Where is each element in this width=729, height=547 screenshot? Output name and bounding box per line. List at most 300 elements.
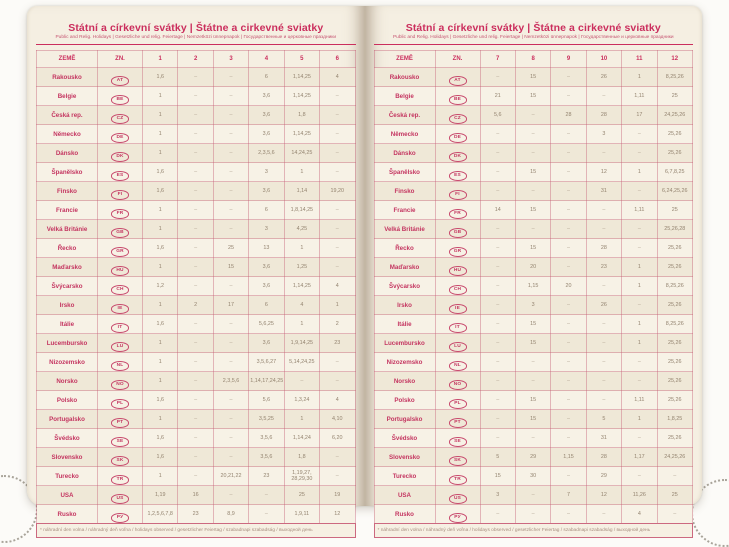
holiday-days-cell: 21 (480, 87, 515, 106)
country-code-cell (435, 182, 480, 201)
holiday-days-cell: 1 (143, 125, 178, 144)
holiday-days-cell: – (480, 410, 515, 429)
holiday-days-cell: – (480, 258, 515, 277)
country-row (374, 182, 693, 201)
country-code-cell (98, 429, 143, 448)
country-row (374, 429, 693, 448)
holiday-days-cell: 1,19 (143, 486, 178, 505)
holiday-days-cell: – (178, 372, 213, 391)
country-code-badge: TR (449, 475, 467, 485)
country-code-cell (98, 182, 143, 201)
holiday-days-cell: 15 (515, 201, 550, 220)
country-row (374, 448, 693, 467)
holiday-days-cell: – (586, 144, 621, 163)
holiday-days-cell: – (320, 87, 355, 106)
country-row (374, 334, 693, 353)
holiday-days-cell: – (480, 277, 515, 296)
country-code-cell (98, 296, 143, 315)
holiday-days-cell: – (178, 258, 213, 277)
holiday-days-cell: 1,9,14,25 (284, 334, 319, 353)
country-name: Česká rep. (374, 106, 435, 125)
country-name: Velká Británie (37, 220, 98, 239)
holiday-days-cell: 1,6 (143, 448, 178, 467)
holiday-days-cell: – (213, 144, 248, 163)
holiday-days-cell: 1 (143, 220, 178, 239)
holiday-days-cell: 4 (622, 505, 657, 524)
holiday-days-cell: 1,15 (551, 448, 586, 467)
holiday-days-cell: – (178, 201, 213, 220)
open-diary-spread (27, 6, 702, 533)
holiday-days-cell: 4 (284, 296, 319, 315)
page-subtitle: Public and Relig. Holidays | Gesetzliche und relig. Feiertage | Nemzetközi ünnepnapok | Государственные и церковные праздники (36, 35, 356, 45)
country-row (374, 106, 693, 125)
holiday-days-cell: – (213, 125, 248, 144)
country-code-badge: IE (449, 304, 467, 314)
country-row (374, 277, 693, 296)
holiday-days-cell: 15 (515, 334, 550, 353)
country-code-cell (98, 163, 143, 182)
holiday-days-cell: 6 (249, 201, 284, 220)
holiday-days-cell: 26 (586, 296, 621, 315)
country-row (374, 163, 693, 182)
holiday-days-cell: – (622, 239, 657, 258)
holiday-days-cell: 1,15 (515, 277, 550, 296)
holiday-days-cell: – (480, 391, 515, 410)
holiday-days-cell: – (551, 429, 586, 448)
country-name: Řecko (374, 239, 435, 258)
holiday-days-cell: 5,6,25 (249, 315, 284, 334)
country-row (374, 239, 693, 258)
holiday-days-cell: 3,6 (249, 87, 284, 106)
country-code-badge: US (111, 494, 129, 504)
holiday-days-cell: 1,9,11 (284, 505, 319, 524)
holiday-days-cell: 5 (586, 410, 621, 429)
country-code-badge: GB (111, 228, 129, 238)
country-code-badge: SK (449, 456, 467, 466)
holiday-days-cell: 2 (320, 315, 355, 334)
holiday-days-cell: 1 (143, 106, 178, 125)
holiday-days-cell: 1,6 (143, 68, 178, 87)
holiday-days-cell: 25,26 (657, 372, 692, 391)
col-header-month: 10 (586, 51, 621, 68)
page-right-months-7-12 (365, 6, 703, 533)
holiday-days-cell: – (178, 467, 213, 486)
country-row (37, 372, 356, 391)
holiday-days-cell: 6 (249, 296, 284, 315)
holiday-days-cell: – (480, 125, 515, 144)
country-code-badge: DK (111, 152, 129, 162)
country-row (37, 315, 356, 334)
country-code-badge: HU (449, 266, 467, 276)
holiday-days-cell: – (480, 315, 515, 334)
country-name: Lucembursko (37, 334, 98, 353)
holiday-days-cell: – (551, 410, 586, 429)
country-code-cell (435, 125, 480, 144)
holiday-days-cell: 20 (551, 277, 586, 296)
country-name: Irsko (374, 296, 435, 315)
holiday-days-cell: – (515, 372, 550, 391)
holiday-days-cell: – (320, 353, 355, 372)
holiday-days-cell: 1 (143, 467, 178, 486)
country-code-cell (435, 467, 480, 486)
holiday-days-cell: 25,26 (657, 144, 692, 163)
country-code-badge: GR (449, 247, 467, 257)
holiday-days-cell: 3,5,6 (249, 448, 284, 467)
country-code-cell (435, 258, 480, 277)
country-name: Velká Británie (374, 220, 435, 239)
holiday-days-cell: – (480, 429, 515, 448)
country-row (37, 220, 356, 239)
country-row (37, 106, 356, 125)
col-header-month: 7 (480, 51, 515, 68)
country-name: Švýcarsko (374, 277, 435, 296)
holiday-days-cell: – (586, 201, 621, 220)
country-name: Španělsko (374, 163, 435, 182)
holiday-days-cell: – (586, 505, 621, 524)
country-name: Finsko (374, 182, 435, 201)
holiday-days-cell: – (586, 353, 621, 372)
country-code-cell (98, 258, 143, 277)
country-code-badge: SE (449, 437, 467, 447)
holiday-days-cell: 12 (586, 163, 621, 182)
country-row (37, 239, 356, 258)
country-code-badge: LU (449, 342, 467, 352)
holiday-days-cell: 1,14,25 (284, 277, 319, 296)
holiday-days-cell: – (551, 353, 586, 372)
holiday-days-cell: – (249, 505, 284, 524)
holiday-days-cell: 8,9 (213, 505, 248, 524)
country-row (374, 410, 693, 429)
country-code-badge: DE (449, 133, 467, 143)
holiday-days-cell: 25 (657, 201, 692, 220)
holiday-days-cell: 5,14,24,25 (284, 353, 319, 372)
holiday-days-cell: – (480, 220, 515, 239)
holiday-days-cell: – (480, 505, 515, 524)
holiday-days-cell: 19,20 (320, 182, 355, 201)
holiday-days-cell: 23 (178, 505, 213, 524)
country-row (374, 258, 693, 277)
holiday-days-cell: 4,10 (320, 410, 355, 429)
country-code-cell (435, 296, 480, 315)
country-name: Portugalsko (37, 410, 98, 429)
country-code-badge: CZ (449, 114, 467, 124)
holiday-days-cell: – (551, 201, 586, 220)
holiday-days-cell: 25,26 (657, 258, 692, 277)
holiday-days-cell: – (515, 353, 550, 372)
footnote-right: * náhradní den volna / náhradný deň voľna / holidays observed / gesetzlicher Feiertag / szabadnapi szabadság / выходной день (374, 523, 694, 538)
country-row (37, 353, 356, 372)
country-name: Finsko (37, 182, 98, 201)
holiday-days-cell: 3 (586, 125, 621, 144)
country-code-badge: FR (449, 209, 467, 219)
country-row (37, 410, 356, 429)
holiday-days-cell: 28 (586, 448, 621, 467)
holiday-days-cell: 25 (657, 87, 692, 106)
holiday-days-cell: – (551, 467, 586, 486)
holiday-days-cell: – (178, 87, 213, 106)
holiday-table-right (374, 50, 694, 524)
holiday-days-cell: 1,14,25 (284, 87, 319, 106)
holiday-days-cell: 6,7,8,25 (657, 163, 692, 182)
page-subtitle: Public and Relig. Holidays | Gesetzliche und relig. Feiertage | Nemzetközi ünnepnapok | Государственные и церковные праздники (374, 35, 694, 45)
holiday-days-cell: – (622, 144, 657, 163)
country-row (374, 486, 693, 505)
country-name: Turecko (37, 467, 98, 486)
holiday-days-cell: – (320, 467, 355, 486)
holiday-days-cell: 1 (622, 334, 657, 353)
country-row (37, 467, 356, 486)
holiday-days-cell: 1,6 (143, 163, 178, 182)
holiday-days-cell: 17 (213, 296, 248, 315)
col-header-country: ZEMĚ (37, 51, 98, 68)
country-code-cell (98, 220, 143, 239)
country-row (37, 277, 356, 296)
holiday-days-cell: 1,6 (143, 391, 178, 410)
country-name: Norsko (37, 372, 98, 391)
holiday-days-cell: 23 (249, 467, 284, 486)
holiday-days-cell: – (586, 315, 621, 334)
country-code-badge: РУ (111, 513, 129, 523)
holiday-days-cell: – (586, 277, 621, 296)
country-code-badge: FI (111, 190, 129, 200)
holiday-days-cell: – (515, 182, 550, 201)
holiday-days-cell: 1 (284, 315, 319, 334)
holiday-days-cell: 3 (249, 220, 284, 239)
country-code-badge: NL (111, 361, 129, 371)
holiday-days-cell: – (551, 125, 586, 144)
holiday-days-cell: 1 (143, 353, 178, 372)
holiday-days-cell: – (178, 106, 213, 125)
holiday-days-cell: 1,2,5,6,7,8 (143, 505, 178, 524)
country-code-badge: CH (111, 285, 129, 295)
country-code-badge: CZ (111, 114, 129, 124)
country-code-badge: IT (449, 323, 467, 333)
holiday-days-cell: 31 (586, 182, 621, 201)
holiday-days-cell: – (213, 68, 248, 87)
country-row (374, 391, 693, 410)
holiday-days-cell: 1,11 (622, 87, 657, 106)
country-name: Česká rep. (37, 106, 98, 125)
holiday-days-cell: – (213, 448, 248, 467)
holiday-days-cell: – (213, 182, 248, 201)
country-name: Maďarsko (374, 258, 435, 277)
holiday-days-cell: – (551, 505, 586, 524)
country-code-cell (435, 68, 480, 87)
country-code-badge: DK (449, 152, 467, 162)
holiday-days-cell: – (551, 296, 586, 315)
holiday-days-cell: – (178, 125, 213, 144)
holiday-days-cell: – (178, 220, 213, 239)
holiday-days-cell: – (213, 391, 248, 410)
country-code-badge: BE (111, 95, 129, 105)
holiday-days-cell: 1 (284, 239, 319, 258)
col-header-country: ZEMĚ (374, 51, 435, 68)
country-code-cell (435, 391, 480, 410)
holiday-days-cell: 16 (178, 486, 213, 505)
holiday-days-cell: 1,14,25 (284, 68, 319, 87)
country-code-cell (98, 391, 143, 410)
country-code-cell (435, 201, 480, 220)
holiday-days-cell: 1 (622, 410, 657, 429)
country-code-cell (98, 505, 143, 524)
holiday-days-cell: 15 (515, 68, 550, 87)
holiday-days-cell: 25,26 (657, 239, 692, 258)
holiday-days-cell: 8,25,26 (657, 277, 692, 296)
holiday-days-cell: 15 (213, 258, 248, 277)
country-row (37, 448, 356, 467)
holiday-days-cell: 1 (622, 163, 657, 182)
country-row (374, 201, 693, 220)
country-name: Turecko (374, 467, 435, 486)
holiday-days-cell: – (320, 144, 355, 163)
holiday-days-cell: 3,6 (249, 125, 284, 144)
country-code-cell (435, 106, 480, 125)
holiday-days-cell: 29 (515, 448, 550, 467)
holiday-days-cell: 3 (249, 163, 284, 182)
country-name: Nizozemsko (37, 353, 98, 372)
holiday-days-cell: 3,6 (249, 106, 284, 125)
holiday-days-cell: 3,6 (249, 182, 284, 201)
holiday-days-cell: 25 (213, 239, 248, 258)
col-header-month: 9 (551, 51, 586, 68)
holiday-days-cell: 3 (515, 296, 550, 315)
country-code-cell (98, 277, 143, 296)
country-name: Španělsko (37, 163, 98, 182)
country-name: Rusko (37, 505, 98, 524)
holiday-days-cell: 24,25,26 (657, 106, 692, 125)
country-code-cell (98, 87, 143, 106)
holiday-days-cell: 28 (586, 106, 621, 125)
country-code-cell (435, 505, 480, 524)
holiday-days-cell: 3,6 (249, 334, 284, 353)
page-title: Státní a církevní svátky | Štátne a cirkevné sviatky (405, 22, 661, 34)
country-name: Belgie (374, 87, 435, 106)
holiday-days-cell: – (213, 486, 248, 505)
holiday-days-cell: 25 (284, 486, 319, 505)
holiday-days-cell: 15 (480, 467, 515, 486)
col-header-code: ZN. (98, 51, 143, 68)
country-row (37, 125, 356, 144)
holiday-days-cell: 1,2 (143, 277, 178, 296)
holiday-days-cell: – (551, 258, 586, 277)
holiday-days-cell: – (515, 486, 550, 505)
holiday-days-cell: – (586, 372, 621, 391)
country-row (37, 334, 356, 353)
country-row (374, 372, 693, 391)
country-row (37, 258, 356, 277)
country-code-badge: ES (111, 171, 129, 181)
country-name: Rakousko (37, 68, 98, 87)
country-row (374, 144, 693, 163)
holiday-days-cell: – (178, 353, 213, 372)
country-name: Dánsko (37, 144, 98, 163)
country-code-badge: ES (449, 171, 467, 181)
country-code-badge: NL (449, 361, 467, 371)
holiday-days-cell: 1,11 (622, 201, 657, 220)
country-name: Rakousko (374, 68, 435, 87)
holiday-days-cell: – (515, 220, 550, 239)
holiday-days-cell: – (622, 353, 657, 372)
holiday-days-cell: – (551, 68, 586, 87)
holiday-days-cell: 5,6 (249, 391, 284, 410)
country-name: Norsko (374, 372, 435, 391)
page-left-months-1-6 (27, 6, 365, 533)
holiday-days-cell: 1 (143, 258, 178, 277)
holiday-days-cell: – (213, 163, 248, 182)
holiday-days-cell: – (213, 277, 248, 296)
country-code-cell (435, 144, 480, 163)
country-code-cell (435, 277, 480, 296)
holiday-days-cell: – (320, 258, 355, 277)
country-code-badge: SK (111, 456, 129, 466)
country-code-badge: TR (111, 475, 129, 485)
holiday-days-cell: 1 (143, 144, 178, 163)
holiday-days-cell: – (480, 163, 515, 182)
holiday-days-cell: 26 (586, 68, 621, 87)
holiday-days-cell: 23 (320, 334, 355, 353)
holiday-days-cell: 1,3,24 (284, 391, 319, 410)
country-name: Francie (37, 201, 98, 220)
holiday-days-cell: 28 (586, 239, 621, 258)
holiday-days-cell: – (320, 220, 355, 239)
holiday-days-cell: – (551, 87, 586, 106)
country-row (37, 486, 356, 505)
holiday-days-cell: – (320, 372, 355, 391)
holiday-days-cell: 1 (143, 334, 178, 353)
country-row (374, 125, 693, 144)
holiday-days-cell: – (480, 353, 515, 372)
holiday-days-cell: – (284, 372, 319, 391)
holiday-days-cell: – (551, 239, 586, 258)
country-code-badge: PT (111, 418, 129, 428)
holiday-days-cell: 1,14,24 (284, 429, 319, 448)
country-row (374, 87, 693, 106)
col-header-month: 1 (143, 51, 178, 68)
holiday-days-cell: 6,20 (320, 429, 355, 448)
holiday-days-cell: 14 (480, 201, 515, 220)
col-header-month: 2 (178, 51, 213, 68)
holiday-days-cell: 3,5,6 (249, 429, 284, 448)
holiday-days-cell: – (178, 334, 213, 353)
holiday-days-cell: 1 (143, 410, 178, 429)
holiday-days-cell: 3,6 (249, 258, 284, 277)
country-code-cell (435, 334, 480, 353)
holiday-days-cell: – (551, 315, 586, 334)
country-row (374, 505, 693, 524)
country-name: Polsko (37, 391, 98, 410)
holiday-days-cell: – (320, 163, 355, 182)
country-code-badge: PL (111, 399, 129, 409)
holiday-days-cell: 1,6 (143, 239, 178, 258)
country-row (37, 144, 356, 163)
country-code-badge: LU (111, 342, 129, 352)
holiday-days-cell: 6 (249, 68, 284, 87)
holiday-days-cell: 15 (515, 87, 550, 106)
holiday-days-cell: – (622, 429, 657, 448)
country-row (374, 296, 693, 315)
country-code-badge: CH (449, 285, 467, 295)
holiday-days-cell: 1,25 (284, 258, 319, 277)
holiday-days-cell: 1,8 (284, 106, 319, 125)
holiday-days-cell: 3,5,6,27 (249, 353, 284, 372)
holiday-days-cell: – (551, 144, 586, 163)
holiday-days-cell: 1,19,27, 28,29,30 (284, 467, 319, 486)
holiday-days-cell: 3,6 (249, 277, 284, 296)
holiday-days-cell: – (480, 182, 515, 201)
country-row (37, 182, 356, 201)
country-code-badge: AT (449, 76, 467, 86)
holiday-days-cell: – (657, 467, 692, 486)
